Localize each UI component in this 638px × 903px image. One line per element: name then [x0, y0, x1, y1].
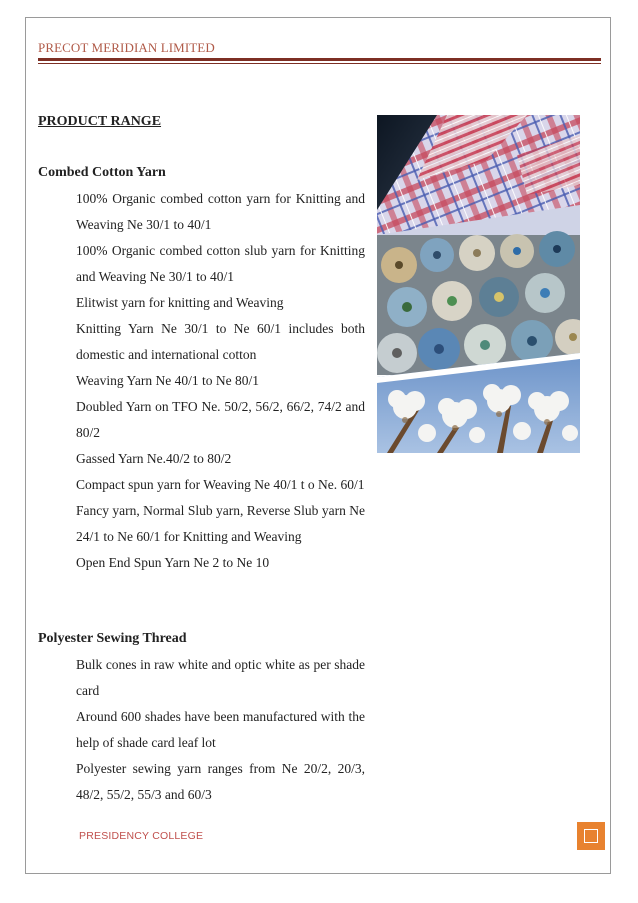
footer-college-name: PRESIDENCY COLLEGE: [79, 830, 204, 842]
list-item: Doubled Yarn on TFO Ne. 50/2, 56/2, 66/2, 74/2 and 80/2: [76, 399, 365, 440]
list-item: Knitting Yarn Ne 30/1 to Ne 60/1 includes both domestic and international cotton: [76, 321, 365, 362]
list-item: Fancy yarn, Normal Slub yarn, Reverse Slub yarn Ne 24/1 to Ne 60/1 for Knitting and Weaving: [76, 503, 365, 544]
list-item: 100% Organic combed cotton yarn for Knitting and Weaving Ne 30/1 to 40/1: [76, 191, 365, 232]
textile-collage-image: [377, 115, 580, 453]
product-range-heading: PRODUCT RANGE: [38, 114, 162, 129]
list-item: Around 600 shades have been manufactured with the help of shade card leaf lot: [76, 709, 365, 750]
header-rule-thick: [38, 58, 601, 61]
list-item: Weaving Yarn Ne 40/1 to Ne 80/1: [76, 373, 260, 388]
list-item: 100% Organic combed cotton slub yarn for Knitting and Weaving Ne 30/1 to 40/1: [76, 243, 365, 284]
polyester-list: [38, 652, 365, 808]
list-item: Compact spun yarn for Weaving Ne 40/1 t o Ne. 60/1: [76, 477, 365, 492]
page-number-inner: [584, 829, 598, 843]
page-number-badge: [577, 822, 605, 850]
polyester-heading: Polyester Sewing Thread: [38, 631, 187, 646]
list-item: Bulk cones in raw white and optic white as per shade card: [76, 657, 365, 698]
combed-cotton-list: [38, 186, 365, 576]
list-item: Open End Spun Yarn Ne 2 to Ne 10: [76, 555, 270, 570]
list-item: Gassed Yarn Ne.40/2 to 80/2: [76, 451, 232, 466]
list-item: Elitwist yarn for knitting and Weaving: [76, 295, 284, 310]
header-company-name: PRECOT MERIDIAN LIMITED: [38, 40, 215, 55]
header-rule-thin: [38, 63, 601, 64]
combed-cotton-heading: Combed Cotton Yarn: [38, 165, 166, 180]
list-item: Polyester sewing yarn ranges from Ne 20/2, 20/3, 48/2, 55/2, 55/3 and 60/3: [76, 761, 365, 802]
